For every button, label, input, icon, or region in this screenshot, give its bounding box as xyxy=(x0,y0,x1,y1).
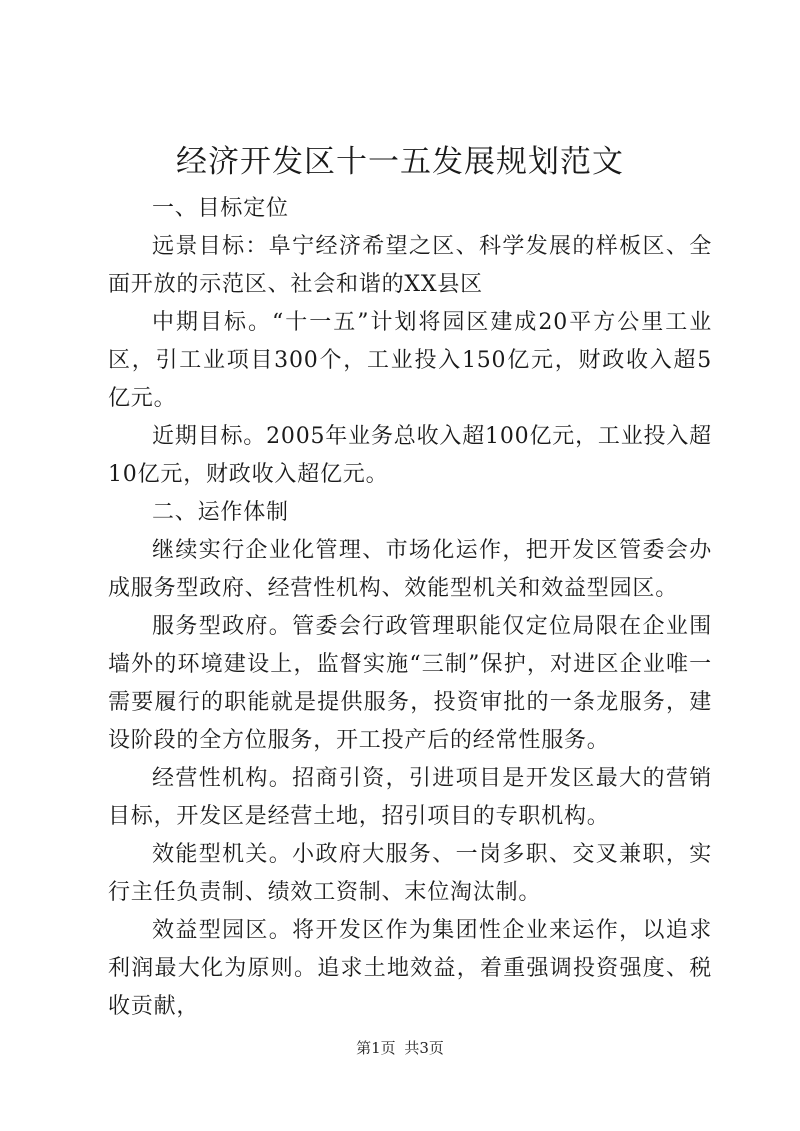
document-title: 经济开发区十一五发展规划范文 xyxy=(176,144,624,180)
paragraph-operating-agency: 经营性机构。招商引资，引进项目是开发区最大的营销目标，开发区是经营土地，招引项目的专职机构。 xyxy=(108,766,712,829)
document-body xyxy=(108,190,712,1026)
paragraph-midterm-goal: 中期目标。“十一五”计划将园区建成20平方公里工业区，引工业项目300个，工业投入150亿元，财政收入超5亿元。 xyxy=(108,310,712,411)
paragraph-vision-goal: 远景目标：阜宁经济希望之区、科学发展的样板区、全面开放的示范区、社会和谐的XX县区 xyxy=(108,234,712,297)
page-total: 共3页 xyxy=(404,1039,444,1057)
paragraph-service-government: 服务型政府。管委会行政管理职能仅定位局限在企业围墙外的环境建设上，监督实施“三制”保护，对进区企业唯一需要履行的职能就是提供服务，投资审批的一条龙服务，建设阶段的全方位服务，开工投产后的经常性服务。 xyxy=(108,614,712,753)
paragraph-benefit-park: 效益型园区。将开发区作为集团性企业来运作，以追求利润最大化为原则。追求土地效益，着重强调投资强度、税收贡献， xyxy=(108,918,712,1019)
page-number: 第1页 xyxy=(356,1039,396,1057)
paragraph-efficiency-agency: 效能型机关。小政府大服务、一岗多职、交叉兼职，实行主任负责制、绩效工资制、末位淘汰制。 xyxy=(108,842,712,905)
paragraph-shortterm-goal: 近期目标。2005年业务总收入超100亿元，工业投入超10亿元，财政收入超亿元。 xyxy=(108,424,712,487)
paragraph-management: 继续实行企业化管理、市场化运作，把开发区管委会办成服务型政府、经营性机构、效能型机关和效益型园区。 xyxy=(108,538,712,601)
section-heading-1: 一、目标定位 xyxy=(152,196,289,221)
page-footer xyxy=(0,1038,800,1058)
section-heading-2: 二、运作体制 xyxy=(152,500,289,525)
